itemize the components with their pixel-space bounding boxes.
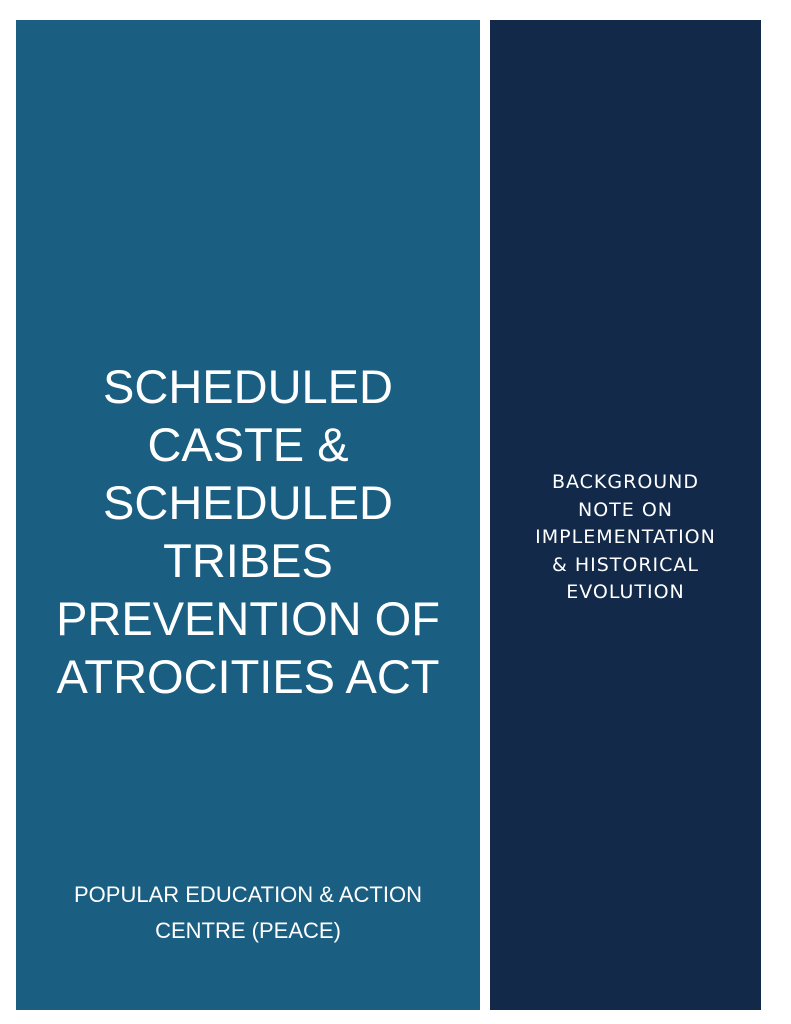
document-subtitle	[490, 469, 761, 607]
publisher-name	[16, 877, 480, 949]
left-cover-panel	[16, 20, 480, 1010]
publisher-line: CENTRE (PEACE)	[155, 918, 341, 943]
title-line: PREVENTION OF	[56, 592, 440, 645]
document-title	[16, 358, 480, 706]
publisher-line: POPULAR EDUCATION & ACTION	[74, 882, 422, 907]
right-cover-panel	[490, 20, 761, 1010]
title-line: TRIBES	[163, 534, 333, 587]
subtitle-line: BACKGROUND	[551, 471, 700, 493]
title-line: SCHEDULED	[103, 360, 393, 413]
subtitle-line: IMPLEMENTATION	[535, 526, 716, 548]
title-line: CASTE &	[147, 418, 349, 471]
subtitle-line: & HISTORICAL	[551, 553, 700, 576]
title-line: SCHEDULED	[103, 476, 393, 529]
subtitle-line: EVOLUTION	[566, 581, 685, 603]
subtitle-line: NOTE ON	[578, 498, 673, 521]
title-line: ATROCITIES ACT	[56, 650, 440, 703]
